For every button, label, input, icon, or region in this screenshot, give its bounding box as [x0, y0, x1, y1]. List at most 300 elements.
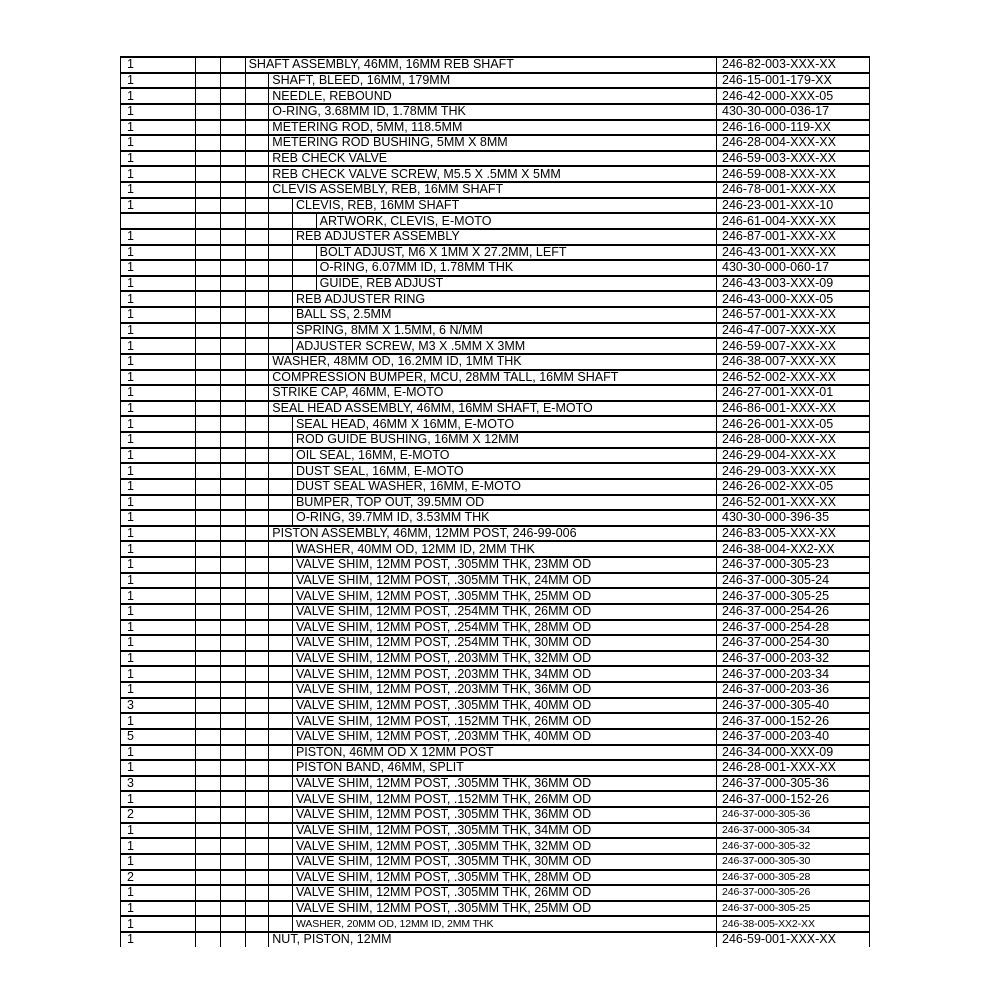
- qty-cell: 1: [121, 417, 196, 431]
- description-cell: VALVE SHIM, 12MM POST, .254MM THK, 30MM OD: [295, 636, 592, 650]
- indent-cell: [246, 855, 270, 869]
- indent-cell: [269, 667, 293, 681]
- qty-cell: 1: [121, 636, 196, 650]
- description-cell: O-RING, 6.07MM ID, 1.78MM THK: [319, 261, 514, 275]
- qty-cell: 1: [121, 589, 196, 603]
- part-number-cell: 246-37-000-305-25: [716, 589, 869, 603]
- qty-cell: 1: [121, 136, 196, 150]
- spacer-cell: [221, 58, 246, 72]
- table-row: [121, 806, 869, 822]
- spacer-cell: [196, 667, 221, 681]
- qty-cell: 1: [121, 511, 196, 525]
- spacer-cell: [221, 511, 246, 525]
- spacer-cell: [196, 839, 221, 853]
- part-number-cell: 246-86-001-XXX-XX: [716, 402, 869, 416]
- part-number-cell: 246-37-000-305-40: [716, 699, 869, 713]
- part-number-cell: 246-52-001-XXX-XX: [716, 496, 869, 510]
- spacer-cell: [221, 152, 246, 166]
- spacer-cell: [221, 355, 246, 369]
- spacer-cell: [196, 917, 221, 931]
- spacer-cell: [221, 902, 246, 916]
- indent-cell: [246, 589, 270, 603]
- description-cell: VALVE SHIM, 12MM POST, .254MM THK, 28MM OD: [295, 620, 592, 634]
- indent-cell: [246, 652, 270, 666]
- description-cell: BOLT ADJUST, M6 X 1MM X 27.2MM, LEFT: [319, 245, 567, 259]
- table-row: [121, 822, 869, 838]
- spacer-cell: [196, 511, 221, 525]
- part-number-cell: 246-59-007-XXX-XX: [716, 339, 869, 353]
- table-row: [121, 431, 869, 447]
- spacer-cell: [221, 917, 246, 931]
- spacer-cell: [221, 746, 246, 760]
- qty-cell: 1: [121, 886, 196, 900]
- indent-cell: [246, 339, 270, 353]
- spacer-cell: [221, 871, 246, 885]
- indent-cell: [246, 292, 270, 306]
- indent-cell: [246, 839, 270, 853]
- spacer-cell: [196, 74, 221, 88]
- indent-cell: [269, 558, 293, 572]
- table-row: [121, 181, 869, 197]
- description-cell: DUST SEAL, 16MM, E-MOTO: [295, 464, 464, 478]
- part-number-cell: 430-30-000-060-17: [716, 261, 869, 275]
- table-row: [121, 72, 869, 88]
- table-row: [121, 681, 869, 697]
- part-number-cell: 246-37-000-305-24: [716, 574, 869, 588]
- indent-cell: [246, 386, 270, 400]
- spacer-cell: [221, 589, 246, 603]
- parts-table: [120, 56, 870, 947]
- part-number-cell: 246-26-002-XXX-05: [716, 480, 869, 494]
- indent-cell: [269, 886, 293, 900]
- qty-cell: 1: [121, 277, 196, 291]
- table-row: [121, 540, 869, 556]
- spacer-cell: [221, 464, 246, 478]
- table-row: [121, 869, 869, 885]
- indent-cell: [269, 699, 293, 713]
- spacer-cell: [196, 433, 221, 447]
- description-cell: ROD GUIDE BUSHING, 16MM X 12MM: [295, 433, 519, 447]
- spacer-cell: [221, 855, 246, 869]
- description-cell: VALVE SHIM, 12MM POST, .305MM THK, 23MM OD: [295, 558, 592, 572]
- description-cell: VALVE SHIM, 12MM POST, .305MM THK, 30MM OD: [295, 854, 592, 869]
- qty-cell: 1: [121, 230, 196, 244]
- table-row: [121, 572, 869, 588]
- description-cell: NUT, PISTON, 12MM: [272, 933, 392, 947]
- qty-cell: 3: [121, 699, 196, 713]
- indent-cell: [246, 199, 270, 213]
- indent-cell: [269, 542, 293, 556]
- table-row: [121, 665, 869, 681]
- indent-cell: [269, 589, 293, 603]
- description-cell: O-RING, 39.7MM ID, 3.53MM THK: [295, 511, 490, 525]
- table-row: [121, 915, 869, 931]
- indent-cell: [246, 636, 270, 650]
- spacer-cell: [196, 480, 221, 494]
- description-cell: DUST SEAL WASHER, 16MM, E-MOTO: [295, 479, 522, 494]
- spacer-cell: [221, 74, 246, 88]
- table-row: [121, 103, 869, 119]
- part-number-cell: 246-26-001-XXX-05: [716, 417, 869, 431]
- description-cell: WASHER, 20MM OD, 12MM ID, 2MM THK: [295, 917, 494, 930]
- part-number-cell: 246-38-005-XX2-XX: [716, 917, 869, 931]
- description-cell: VALVE SHIM, 12MM POST, .254MM THK, 26MM OD: [295, 604, 592, 619]
- indent-cell: [246, 730, 270, 744]
- part-number-cell: 246-16-000-119-XX: [716, 121, 869, 135]
- part-number-cell: 246-37-000-305-26: [716, 886, 869, 900]
- indent-cell: [269, 714, 293, 728]
- part-number-cell: 246-37-000-203-40: [716, 730, 869, 744]
- spacer-cell: [196, 636, 221, 650]
- table-row: [121, 56, 869, 72]
- spacer-cell: [196, 933, 221, 947]
- indent-cell: [269, 214, 293, 228]
- description-cell: VALVE SHIM, 12MM POST, .305MM THK, 28MM OD: [295, 870, 592, 884]
- indent-cell: [269, 839, 293, 853]
- indent-cell: [246, 449, 270, 463]
- description-cell: REB CHECK VALVE: [272, 151, 388, 166]
- qty-cell: 1: [121, 574, 196, 588]
- description-cell: METERING ROD, 5MM, 118.5MM: [272, 120, 463, 134]
- indent-cell: [246, 261, 270, 275]
- table-row: [121, 837, 869, 853]
- spacer-cell: [196, 167, 221, 181]
- qty-cell: 1: [121, 761, 196, 775]
- description-cell: VALVE SHIM, 12MM POST, .305MM THK, 36MM OD: [295, 808, 592, 822]
- indent-cell: [269, 433, 293, 447]
- part-number-cell: 430-30-000-036-17: [716, 105, 869, 119]
- part-number-cell: 246-42-000-XXX-05: [716, 89, 869, 103]
- indent-cell: [293, 261, 317, 275]
- part-number-cell: 246-28-001-XXX-XX: [716, 761, 869, 775]
- spacer-cell: [221, 777, 246, 791]
- qty-cell: 1: [121, 933, 196, 947]
- qty-cell: 1: [121, 339, 196, 353]
- indent-cell: [269, 230, 293, 244]
- indent-cell: [246, 699, 270, 713]
- spacer-cell: [221, 433, 246, 447]
- indent-cell: [269, 902, 293, 916]
- part-number-cell: 246-47-007-XXX-XX: [716, 324, 869, 338]
- table-row: [121, 337, 869, 353]
- qty-cell: 1: [121, 464, 196, 478]
- spacer-cell: [221, 199, 246, 213]
- spacer-cell: [221, 621, 246, 635]
- part-number-cell: 246-52-002-XXX-XX: [716, 371, 869, 385]
- table-row: [121, 478, 869, 494]
- table-row: [121, 275, 869, 291]
- description-cell: VALVE SHIM, 12MM POST, .152MM THK, 26MM OD: [295, 792, 592, 806]
- table-row: [121, 165, 869, 181]
- spacer-cell: [196, 808, 221, 822]
- part-number-cell: 246-27-001-XXX-01: [716, 386, 869, 400]
- part-number-cell: 246-37-000-254-30: [716, 636, 869, 650]
- indent-cell: [269, 652, 293, 666]
- spacer-cell: [221, 167, 246, 181]
- qty-cell: 1: [121, 386, 196, 400]
- spacer-cell: [221, 496, 246, 510]
- qty-cell: 1: [121, 558, 196, 572]
- spacer-cell: [221, 261, 246, 275]
- qty-cell: 1: [121, 183, 196, 197]
- qty-cell: 1: [121, 480, 196, 494]
- description-cell: SEAL HEAD, 46MM X 16MM, E-MOTO: [295, 417, 515, 431]
- table-row: [121, 728, 869, 744]
- spacer-cell: [221, 542, 246, 556]
- part-number-cell: 246-37-000-305-32: [716, 839, 869, 853]
- indent-cell: [246, 621, 270, 635]
- table-row: [121, 619, 869, 635]
- part-number-cell: 246-29-003-XXX-XX: [716, 464, 869, 478]
- description-cell: STRIKE CAP, 46MM, E-MOTO: [272, 386, 444, 400]
- table-row: [121, 259, 869, 275]
- indent-cell: [269, 246, 293, 260]
- spacer-cell: [221, 214, 246, 228]
- part-number-cell: 246-34-000-XXX-09: [716, 746, 869, 760]
- spacer-cell: [196, 308, 221, 322]
- spacer-cell: [221, 183, 246, 197]
- indent-cell: [246, 246, 270, 260]
- spacer-cell: [196, 214, 221, 228]
- qty-cell: [121, 214, 196, 228]
- indent-cell: [269, 511, 293, 525]
- indent-cell: [246, 527, 270, 541]
- part-number-cell: 246-28-004-XXX-XX: [716, 136, 869, 150]
- spacer-cell: [196, 714, 221, 728]
- indent-cell: [269, 449, 293, 463]
- part-number-cell: 246-15-001-179-XX: [716, 74, 869, 88]
- table-row: [121, 415, 869, 431]
- part-number-cell: 246-37-000-305-28: [716, 871, 869, 885]
- table-row: [121, 197, 869, 213]
- description-cell: SEAL HEAD ASSEMBLY, 46MM, 16MM SHAFT, E-MOTO: [272, 401, 593, 416]
- spacer-cell: [196, 558, 221, 572]
- indent-cell: [269, 480, 293, 494]
- table-row: [121, 384, 869, 400]
- table-row: [121, 884, 869, 900]
- qty-cell: 1: [121, 824, 196, 838]
- indent-cell: [246, 324, 270, 338]
- indent-cell: [269, 261, 293, 275]
- qty-cell: 1: [121, 683, 196, 697]
- qty-cell: 1: [121, 402, 196, 416]
- indent-cell: [269, 277, 293, 291]
- spacer-cell: [196, 121, 221, 135]
- qty-cell: 5: [121, 730, 196, 744]
- table-row: [121, 447, 869, 463]
- indent-cell: [246, 277, 270, 291]
- indent-cell: [246, 824, 270, 838]
- description-cell: VALVE SHIM, 12MM POST, .305MM THK, 24MM OD: [295, 573, 592, 587]
- table-row: [121, 587, 869, 603]
- table-row: [121, 509, 869, 525]
- spacer-cell: [221, 277, 246, 291]
- spacer-cell: [196, 871, 221, 885]
- indent-cell: [269, 808, 293, 822]
- description-cell: SPRING, 8MM X 1.5MM, 6 N/MM: [295, 323, 483, 337]
- indent-cell: [269, 605, 293, 619]
- part-number-cell: 246-87-001-XXX-XX: [716, 230, 869, 244]
- spacer-cell: [196, 183, 221, 197]
- description-cell: VALVE SHIM, 12MM POST, .152MM THK, 26MM OD: [295, 714, 592, 728]
- description-cell: PISTON ASSEMBLY, 46MM, 12MM POST, 246-99-006: [272, 526, 577, 541]
- part-number-cell: 246-37-000-305-34: [716, 824, 869, 838]
- qty-cell: 1: [121, 292, 196, 306]
- indent-cell: [246, 605, 270, 619]
- description-cell: WASHER, 40MM OD, 12MM ID, 2MM THK: [295, 542, 535, 556]
- qty-cell: 1: [121, 714, 196, 728]
- table-row: [121, 290, 869, 306]
- table-row: [121, 634, 869, 650]
- description-cell: VALVE SHIM, 12MM POST, .305MM THK, 36MM OD: [295, 776, 592, 791]
- table-row: [121, 134, 869, 150]
- qty-cell: 1: [121, 105, 196, 119]
- description-cell: SHAFT ASSEMBLY, 46MM, 16MM REB SHAFT: [248, 58, 514, 72]
- description-cell: CLEVIS ASSEMBLY, REB, 16MM SHAFT: [272, 183, 504, 197]
- spacer-cell: [221, 761, 246, 775]
- spacer-cell: [221, 89, 246, 103]
- qty-cell: 1: [121, 433, 196, 447]
- indent-cell: [246, 886, 270, 900]
- spacer-cell: [221, 527, 246, 541]
- indent-cell: [246, 746, 270, 760]
- qty-cell: 2: [121, 871, 196, 885]
- qty-cell: 1: [121, 839, 196, 853]
- indent-cell: [293, 277, 317, 291]
- spacer-cell: [196, 699, 221, 713]
- part-number-cell: 246-37-000-152-26: [716, 714, 869, 728]
- indent-cell: [246, 933, 270, 947]
- indent-cell: [246, 433, 270, 447]
- qty-cell: 1: [121, 355, 196, 369]
- spacer-cell: [221, 105, 246, 119]
- spacer-cell: [196, 371, 221, 385]
- spacer-cell: [196, 824, 221, 838]
- description-cell: NEEDLE, REBOUND: [272, 89, 392, 103]
- qty-cell: 2: [121, 808, 196, 822]
- spacer-cell: [196, 277, 221, 291]
- spacer-cell: [196, 761, 221, 775]
- indent-cell: [246, 167, 270, 181]
- table-row: [121, 900, 869, 916]
- qty-cell: 1: [121, 58, 196, 72]
- spacer-cell: [221, 386, 246, 400]
- part-number-cell: 246-37-000-305-25: [716, 902, 869, 916]
- spacer-cell: [221, 933, 246, 947]
- table-row: [121, 150, 869, 166]
- qty-cell: 1: [121, 621, 196, 635]
- table-row: [121, 369, 869, 385]
- table-row: [121, 87, 869, 103]
- part-number-cell: 246-28-000-XXX-XX: [716, 433, 869, 447]
- qty-cell: 1: [121, 308, 196, 322]
- indent-cell: [246, 417, 270, 431]
- table-row: [121, 494, 869, 510]
- part-number-cell: 246-38-004-XX2-XX: [716, 542, 869, 556]
- table-row: [121, 931, 869, 947]
- spacer-cell: [221, 667, 246, 681]
- spacer-cell: [221, 292, 246, 306]
- description-cell: VALVE SHIM, 12MM POST, .305MM THK, 34MM OD: [295, 823, 592, 837]
- indent-cell: [269, 730, 293, 744]
- qty-cell: 1: [121, 167, 196, 181]
- part-number-cell: 246-43-000-XXX-05: [716, 292, 869, 306]
- indent-cell: [269, 777, 293, 791]
- table-row: [121, 697, 869, 713]
- spacer-cell: [221, 714, 246, 728]
- description-cell: CLEVIS, REB, 16MM SHAFT: [295, 198, 460, 212]
- indent-cell: [246, 902, 270, 916]
- indent-cell: [246, 683, 270, 697]
- description-cell: VALVE SHIM, 12MM POST, .203MM THK, 34MM OD: [295, 667, 592, 681]
- part-number-cell: 246-29-004-XXX-XX: [716, 449, 869, 463]
- spacer-cell: [221, 324, 246, 338]
- part-number-cell: 246-59-008-XXX-XX: [716, 167, 869, 181]
- indent-cell: [246, 871, 270, 885]
- indent-cell: [246, 558, 270, 572]
- spacer-cell: [221, 230, 246, 244]
- description-cell: BUMPER, TOP OUT, 39.5MM OD: [295, 495, 485, 509]
- spacer-cell: [196, 527, 221, 541]
- spacer-cell: [196, 683, 221, 697]
- qty-cell: 1: [121, 89, 196, 103]
- description-cell: COMPRESSION BUMPER, MCU, 28MM TALL, 16MM SHAFT: [272, 370, 619, 384]
- spacer-cell: [221, 839, 246, 853]
- indent-cell: [246, 355, 270, 369]
- table-row: [121, 244, 869, 260]
- spacer-cell: [221, 480, 246, 494]
- table-row: [121, 790, 869, 806]
- indent-cell: [246, 214, 270, 228]
- spacer-cell: [196, 574, 221, 588]
- spacer-cell: [221, 792, 246, 806]
- indent-cell: [293, 214, 317, 228]
- spacer-cell: [196, 339, 221, 353]
- spacer-cell: [221, 121, 246, 135]
- qty-cell: 3: [121, 777, 196, 791]
- qty-cell: 1: [121, 261, 196, 275]
- spacer-cell: [196, 230, 221, 244]
- qty-cell: 1: [121, 902, 196, 916]
- spacer-cell: [196, 105, 221, 119]
- spacer-cell: [221, 402, 246, 416]
- spacer-cell: [196, 402, 221, 416]
- table-row: [121, 322, 869, 338]
- spacer-cell: [196, 792, 221, 806]
- indent-cell: [269, 339, 293, 353]
- description-cell: VALVE SHIM, 12MM POST, .305MM THK, 26MM OD: [295, 886, 592, 900]
- spacer-cell: [221, 699, 246, 713]
- spacer-cell: [196, 449, 221, 463]
- indent-cell: [269, 683, 293, 697]
- table-row: [121, 462, 869, 478]
- description-cell: VALVE SHIM, 12MM POST, .305MM THK, 40MM OD: [295, 698, 592, 712]
- spacer-cell: [221, 308, 246, 322]
- spacer-cell: [196, 89, 221, 103]
- part-number-cell: 246-43-001-XXX-XX: [716, 246, 869, 260]
- spacer-cell: [196, 730, 221, 744]
- spacer-cell: [196, 886, 221, 900]
- description-cell: VALVE SHIM, 12MM POST, .305MM THK, 25MM OD: [295, 901, 592, 916]
- indent-cell: [269, 308, 293, 322]
- spacer-cell: [196, 246, 221, 260]
- spacer-cell: [196, 136, 221, 150]
- spacer-cell: [196, 589, 221, 603]
- indent-cell: [246, 480, 270, 494]
- spacer-cell: [196, 152, 221, 166]
- part-number-cell: 246-37-000-305-36: [716, 777, 869, 791]
- table-row: [121, 212, 869, 228]
